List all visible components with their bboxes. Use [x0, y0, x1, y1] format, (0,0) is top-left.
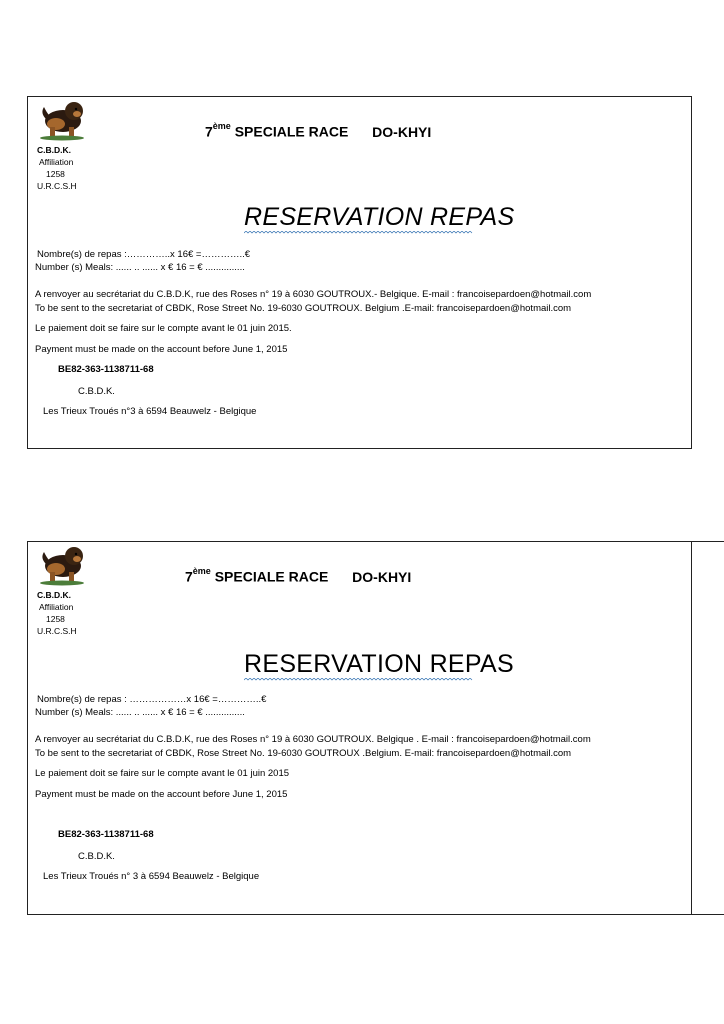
title-number: 7	[185, 568, 193, 585]
account-holder: C.B.D.K.	[78, 851, 115, 862]
table-edge-top	[692, 541, 724, 542]
title-suffix: ème	[192, 566, 211, 576]
bank-account: BE82-363-1138711-68	[58, 364, 154, 375]
org-number: 1258	[46, 614, 65, 624]
reservation-form-1	[27, 96, 692, 449]
org-union: U.R.C.S.H	[37, 626, 77, 636]
title-breed: DO-KHYI	[372, 123, 432, 140]
org-name: C.B.D.K.	[37, 145, 71, 155]
send-instructions-fr: A renvoyer au secrétariat du C.B.D.K, rue des Roses n° 19 à 6030 GOUTROUX.- Belgique. E-mail : francoisepardoen@hotmail.com	[35, 289, 592, 300]
org-affiliation: Affiliation	[39, 157, 74, 167]
title-event: SPECIALE RACE	[214, 568, 329, 585]
dog-logo-icon	[36, 542, 88, 586]
spellcheck-underline	[244, 231, 474, 234]
holder-address: Les Trieux Troués n°3 à 6594 Beauwelz - Belgique	[43, 406, 257, 417]
meals-count-en: Number (s) Meals: ...... .. ...... x € 16 = € ...............	[35, 262, 245, 273]
org-name: C.B.D.K.	[37, 590, 71, 600]
payment-note-en: Payment must be made on the account before June 1, 2015	[35, 789, 288, 800]
org-block	[37, 144, 77, 192]
org-union: U.R.C.S.H	[37, 181, 77, 191]
event-title	[185, 568, 411, 585]
meals-count-fr: Nombre(s) de repas : ………………x 16€ =…………..€	[37, 694, 267, 705]
org-number: 1258	[46, 169, 65, 179]
event-title	[205, 123, 431, 140]
payment-note-en: Payment must be made on the account before June 1, 2015	[35, 344, 288, 355]
spellcheck-underline	[244, 678, 474, 681]
send-instructions-en: To be sent to the secretariat of CBDK, Rose Street No. 19-6030 GOUTROUX. Belgium .E-mail: francoisepardoen@hotmail.com	[35, 303, 572, 314]
send-instructions-en: To be sent to the secretariat of CBDK, Rose Street No. 19-6030 GOUTROUX .Belgium. E-mail: francoisepardoen@hotmail.com	[35, 748, 572, 759]
meals-count-fr: Nombre(s) de repas :…………..x 16€ =…………..€	[37, 249, 251, 260]
dog-logo-icon	[36, 97, 88, 141]
title-event: SPECIALE RACE	[234, 123, 349, 140]
title-suffix: ème	[212, 121, 231, 131]
org-affiliation: Affiliation	[39, 602, 74, 612]
org-block	[37, 589, 77, 637]
payment-note-fr: Le paiement doit se faire sur le compte avant le 01 juin 2015	[35, 768, 290, 779]
page-heading: RESERVATION REPAS	[244, 203, 515, 231]
title-number: 7	[205, 123, 213, 140]
bank-account: BE82-363-1138711-68	[58, 829, 154, 840]
reservation-form-2	[27, 541, 692, 915]
table-edge-bottom	[692, 914, 724, 915]
account-holder: C.B.D.K.	[78, 386, 115, 397]
holder-address: Les Trieux Troués n° 3 à 6594 Beauwelz - Belgique	[43, 871, 260, 882]
send-instructions-fr: A renvoyer au secrétariat du C.B.D.K, rue des Roses n° 19 à 6030 GOUTROUX. Belgique . E-mail : francoisepardoen@hotmail.com	[35, 734, 591, 745]
table-edge-vertical	[691, 541, 692, 915]
title-breed: DO-KHYI	[352, 568, 412, 585]
page-heading: RESERVATION REPAS	[244, 650, 514, 678]
payment-note-fr: Le paiement doit se faire sur le compte avant le 01 juin 2015.	[35, 323, 292, 334]
meals-count-en: Number (s) Meals: ...... .. ...... x € 16 = € ...............	[35, 707, 245, 718]
